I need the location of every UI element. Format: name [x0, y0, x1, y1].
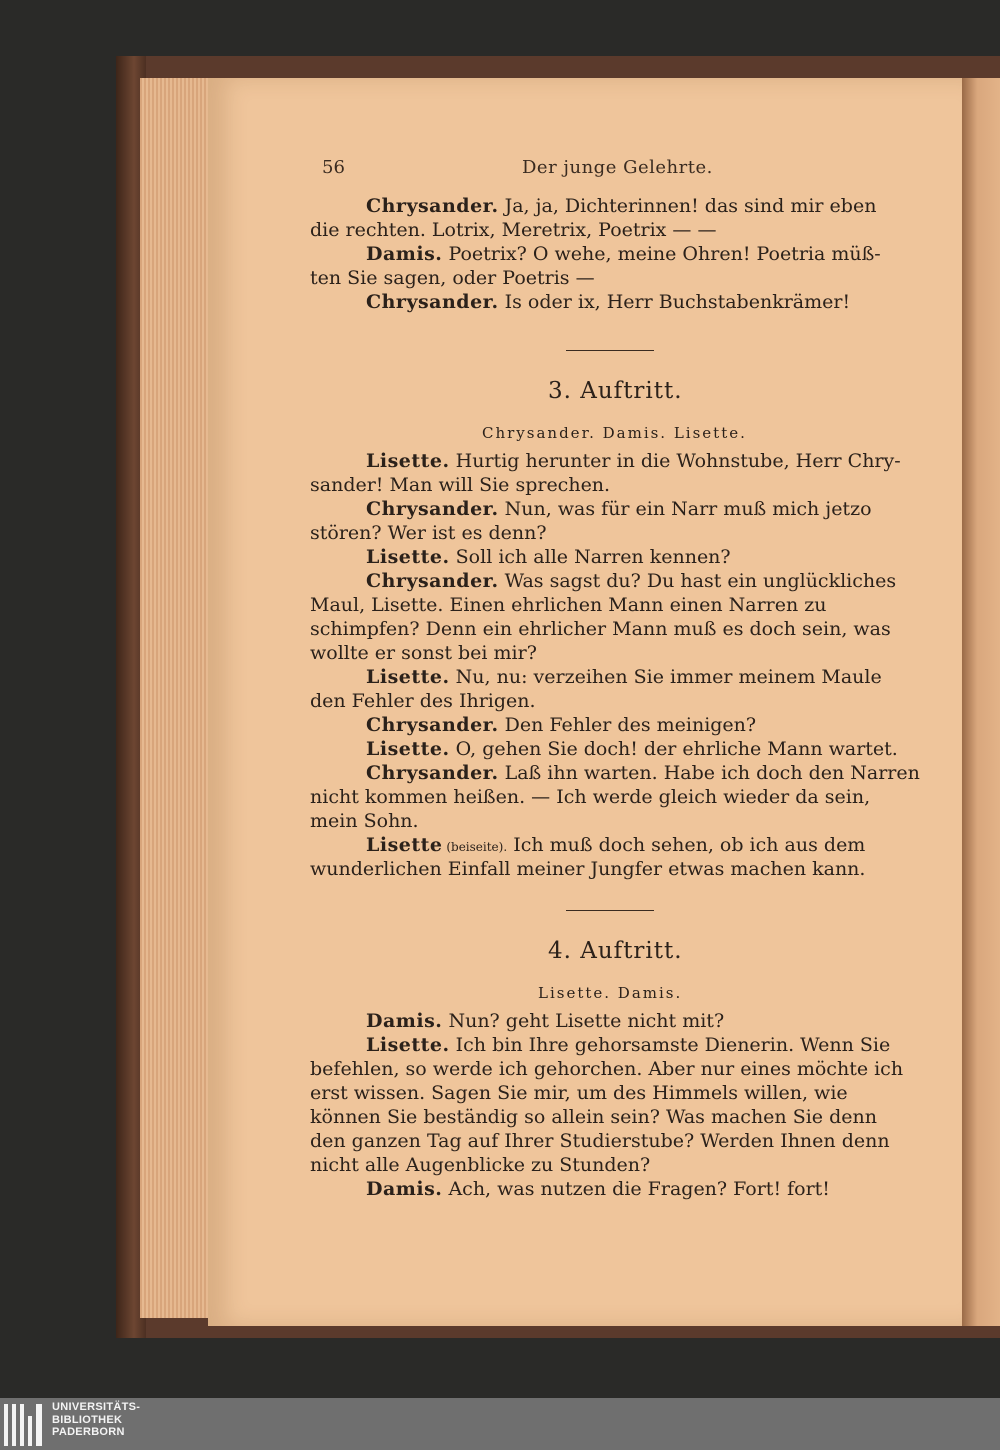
line-text: Ich muß doch sehen, ob ich aus dem [507, 834, 866, 856]
text-line [310, 474, 610, 498]
text-line [310, 522, 547, 546]
text-line [366, 666, 882, 690]
line-text: stören? Wer ist es denn? [310, 522, 547, 544]
text-line [366, 834, 865, 860]
stage-direction: (beiseite). [442, 840, 508, 854]
speaker-name: Damis. [366, 1010, 443, 1032]
scene-title: 3. Auftritt. [548, 378, 683, 404]
text-line [310, 219, 716, 243]
speaker-name: Lisette [366, 834, 443, 856]
line-text: Hurtig herunter in die Wohnstube, Herr Chry- [449, 450, 901, 472]
line-text: die rechten. Lotrix, Meretrix, Poetrix — — [310, 219, 717, 241]
page-gutter [962, 78, 1000, 1326]
text-line [366, 291, 850, 315]
speaker-name: Chrysander. [366, 195, 499, 217]
speaker-name: Lisette. [366, 666, 450, 688]
text-line [366, 1034, 890, 1058]
line-text: Maul, Lisette. Einen ehrlichen Mann einen Narren zu [310, 594, 827, 616]
line-text: ten Sie sagen, oder Poetris — [310, 267, 595, 289]
line-text: Soll ich alle Narren kennen? [449, 546, 731, 568]
line-text: den Fehler des Ihrigen. [310, 690, 536, 712]
footer-bar [0, 1398, 1000, 1450]
line-text: Ja, ja, Dichterinnen! das sind mir eben [498, 195, 877, 217]
library-logo-text [52, 1401, 140, 1439]
text-line [310, 1130, 890, 1154]
speaker-name: Chrysander. [366, 714, 499, 736]
line-text: schimpfen? Denn ein ehrlicher Mann muß es doch sein, was [310, 618, 891, 640]
line-text: Den Fehler des meinigen? [498, 714, 757, 736]
scene-divider [566, 910, 654, 911]
speaker-name: Lisette. [366, 546, 450, 568]
text-line [310, 1058, 903, 1082]
line-text: Was sagst du? Du hast ein unglückliches [498, 570, 897, 592]
line-text: wollte er sonst bei mir? [310, 642, 537, 664]
running-title: Der junge Gelehrte. [522, 157, 713, 178]
line-text: Laß ihn warten. Habe ich doch den Narren [498, 762, 920, 784]
line-text: können Sie beständig so allein sein? Was machen Sie denn [310, 1106, 877, 1128]
line-text: sander! Man will Sie sprechen. [310, 474, 611, 496]
text-line [366, 195, 876, 219]
text-line [310, 1106, 877, 1130]
scene-characters: Chrysander. Damis. Lisette. [482, 424, 747, 442]
text-line [310, 642, 537, 666]
text-line [310, 618, 891, 642]
speaker-name: Chrysander. [366, 498, 499, 520]
page-header [322, 157, 908, 181]
text-line [310, 594, 827, 618]
text-line [366, 738, 898, 762]
text-line [366, 243, 881, 267]
text-line [366, 714, 756, 738]
text-line [366, 570, 896, 594]
speaker-name: Lisette. [366, 450, 450, 472]
line-text: Is oder ix, Herr Buchstabenkrämer! [498, 291, 851, 313]
scene-divider [566, 350, 654, 351]
speaker-name: Damis. [366, 243, 443, 265]
speaker-name: Damis. [366, 1178, 443, 1200]
logo-line: PADERBORN [52, 1426, 125, 1438]
text-line [310, 690, 536, 714]
line-text: Nun? geht Lisette nicht mit? [442, 1010, 725, 1032]
text-line [366, 546, 731, 570]
speaker-name: Chrysander. [366, 570, 499, 592]
line-text: Poetrix? O wehe, meine Ohren! Poetria müß- [442, 243, 881, 265]
library-logo-icon [4, 1404, 44, 1446]
line-text: Nun, was für ein Narr muß mich jetzo [498, 498, 872, 520]
text-line [310, 1154, 650, 1178]
logo-line: UNIVERSITÄTS- [52, 1401, 141, 1413]
speaker-name: Lisette. [366, 1034, 450, 1056]
text-line [310, 786, 870, 810]
text-line [310, 810, 419, 834]
text-line [310, 858, 865, 882]
text-line [366, 450, 901, 474]
text-line [366, 762, 920, 786]
scene-characters: Lisette. Damis. [538, 984, 683, 1002]
text-line [366, 1178, 830, 1202]
text-line [366, 498, 872, 522]
text-line [310, 1082, 848, 1106]
line-text: den ganzen Tag auf Ihrer Studierstube? Werden Ihnen denn [310, 1130, 890, 1152]
line-text: befehlen, so werde ich gehorchen. Aber nur eines möchte ich [310, 1058, 904, 1080]
line-text: Ich bin Ihre gehorsamste Dienerin. Wenn Sie [449, 1034, 891, 1056]
line-text: nicht kommen heißen. — Ich werde gleich wieder da sein, [310, 786, 871, 808]
line-text: nicht alle Augenblicke zu Stunden? [310, 1154, 651, 1176]
text-line [366, 1010, 724, 1034]
scene-title: 4. Auftritt. [548, 938, 683, 964]
line-text: Ach, was nutzen die Fragen? Fort! fort! [442, 1178, 830, 1200]
speaker-name: Lisette. [366, 738, 450, 760]
line-text: O, gehen Sie doch! der ehrliche Mann wartet. [449, 738, 898, 760]
line-text: Nu, nu: verzeihen Sie immer meinem Maule [449, 666, 882, 688]
page-number: 56 [322, 157, 345, 178]
line-text: wunderlichen Einfall meiner Jungfer etwas machen kann. [310, 858, 866, 880]
logo-line: BIBLIOTHEK [52, 1413, 123, 1426]
speaker-name: Chrysander. [366, 291, 499, 313]
line-text: mein Sohn. [310, 810, 419, 832]
speaker-name: Chrysander. [366, 762, 499, 784]
text-line [310, 267, 595, 291]
line-text: erst wissen. Sagen Sie mir, um des Himmels willen, wie [310, 1082, 848, 1104]
